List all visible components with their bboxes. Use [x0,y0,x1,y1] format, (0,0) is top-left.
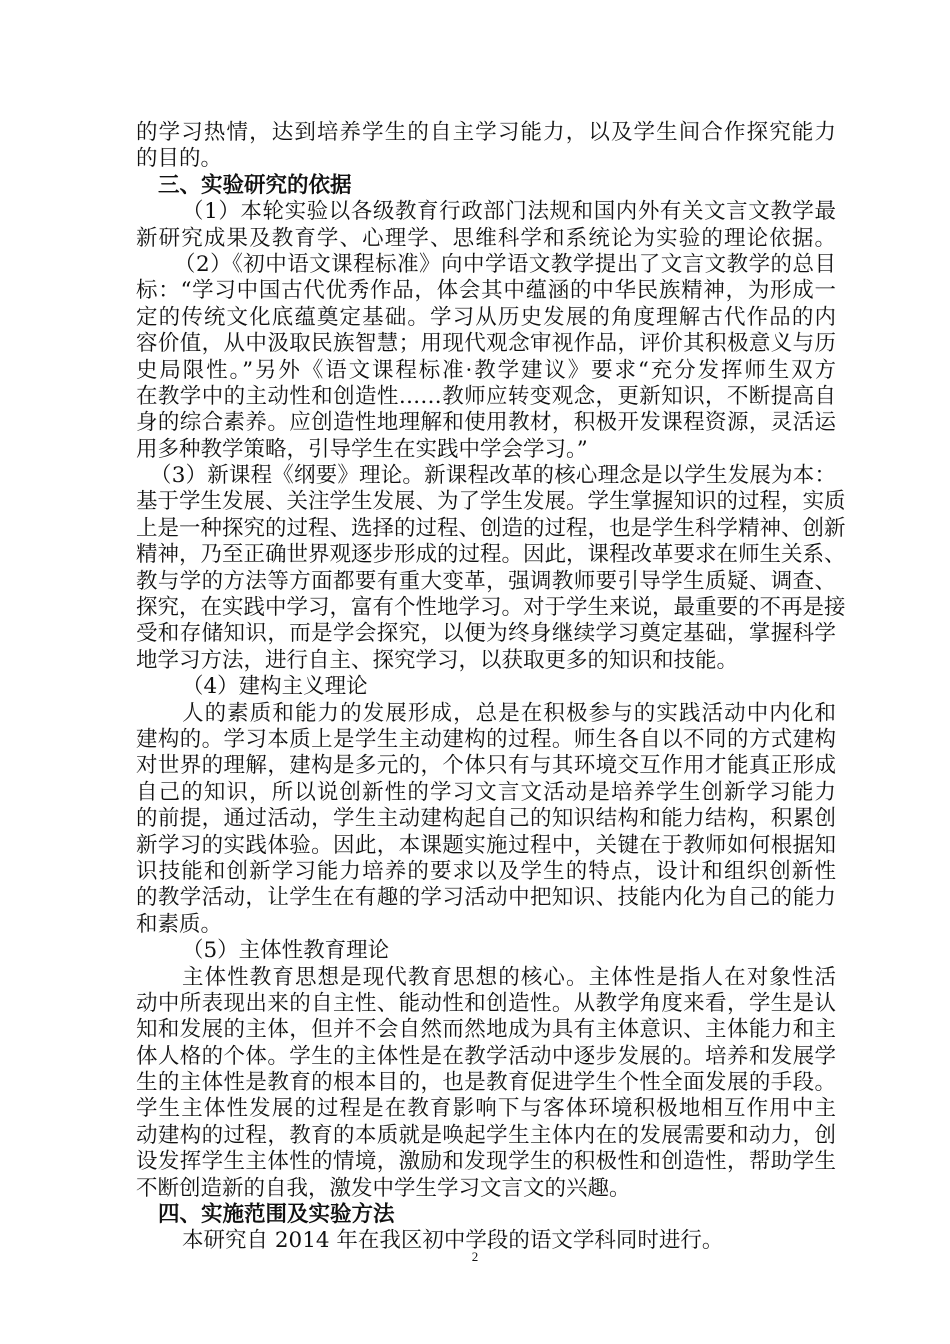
text-line: 动建构的过程，教育的本质就是唤起学生主体内在的发展需要和动力，创 [136,1122,836,1148]
text-line: 容价值，从中汲取民族智慧；用现代观念审视作品，评价其积极意义与历 [136,331,836,357]
subsection-heading: （5）主体性教育理论 [182,938,390,964]
text-line: 的目的。 [136,146,223,172]
text-line: 的教学活动，让学生在有趣的学习活动中把知识、技能内化为自己的能力 [136,885,836,911]
text-line: 身的综合素养。应创造性地理解和使用教材，积极开发课程资源，灵活运 [136,410,836,436]
text-line: （2）《初中语文课程标准》向中学语文教学提出了文言文教学的总目 [174,251,836,277]
text-line: 在教学中的主动性和创造性……教师应转变观念，更新知识，不断提高自 [136,383,836,409]
text-line: 的前提，通过活动，学生主动建构起自己的知识结构和能力结构，积累创 [136,806,836,832]
text-line: 探究，在实践中学习，富有个性地学习。对于学生来说，最重要的不再是接 [136,595,846,621]
text-line: 知和发展的主体，但并不会自然而然地成为具有主体意识、主体能力和主 [136,1017,836,1043]
section-heading-4: 四、实施范围及实验方法 [158,1202,395,1228]
text-line: 基于学生发展、关注学生发展、为了学生发展。学生掌握知识的过程，实质 [136,489,846,515]
text-line: 受和存储知识，而是学会探究，以便为终身继续学习奠定基础，掌握科学 [136,621,836,647]
text-line: （3）新课程《纲要》理论。新课程改革的核心理念是以学生发展为本： [150,463,836,489]
text-line: 上是一种探究的过程、选择的过程、创造的过程，也是学生科学精神、创新 [136,515,846,541]
subsection-heading: （4）建构主义理论 [182,674,368,700]
text-line: （1）本轮实验以各级教育行政部门法规和国内外有关文言文教学最 [182,199,836,225]
text-line: 对世界的理解，建构是多元的，个体只有与其环境交互作用才能真正形成 [136,753,836,779]
text-line: 标：“学习中国古代优秀作品，体会其中蕴涵的中华民族精神，为形成一 [136,278,836,304]
text-line: 识技能和创新学习能力培养的要求以及学生的特点，设计和组织创新性 [136,858,836,884]
text-line: 不断创造新的自我，激发中学生学习文言文的兴趣。 [136,1175,631,1201]
text-line: 用多种教学策略，引导学生在实践中学会学习。” [136,436,588,462]
text-line: 设发挥学生主体性的情境，激励和发现学生的积极性和创造性，帮助学生 [136,1149,836,1175]
text-line: 生的主体性是教育的根本目的，也是教育促进学生个性全面发展的手段。 [136,1070,836,1096]
text-line: 和素质。 [136,911,223,937]
section-heading-3: 三、实验研究的依据 [158,172,352,198]
text-line: 新学习的实践体验。因此，本课题实施过程中，关键在于教师如何根据知 [136,832,836,858]
text-line: 自己的知识，所以说创新性的学习文言文活动是培养学生创新学习能力 [136,779,836,805]
text-line: 动中所表现出来的自主性、能动性和创造性。从教学角度来看，学生是认 [136,990,836,1016]
text-line: 体人格的个体。学生的主体性是在教学活动中逐步发展的。培养和发展学 [136,1043,836,1069]
text-line: 学生主体性发展的过程是在教育影响下与客体环境积极地相互作用中主 [136,1096,836,1122]
text-line: 人的素质和能力的发展形成，总是在积极参与的实践活动中内化和 [182,700,836,726]
text-line: 定的传统文化底蕴奠定基础。学习从历史发展的角度理解古代作品的内 [136,304,836,330]
page-number: 2 [471,1249,479,1264]
document-body [136,120,846,1255]
text-line: 本研究自 2014 年在我区初中学段的语文学科同时进行。 [182,1228,724,1254]
text-line: 的学习热情，达到培养学生的自主学习能力，以及学生间合作探究能力 [136,120,836,145]
text-line: 教与学的方法等方面都要有重大变革，强调教师要引导学生质疑、调查、 [136,568,836,594]
text-line: 地学习方法，进行自主、探究学习，以获取更多的知识和技能。 [136,647,739,673]
text-line: 主体性教育思想是现代教育思想的核心。主体性是指人在对象性活 [182,964,836,990]
text-line: 精神，乃至正确世界观逐步形成的过程。因此，课程改革要求在师生关系、 [136,542,846,568]
text-line: 新研究成果及教育学、心理学、思维科学和系统论为实验的理论依据。 [136,225,836,251]
text-line: 史局限性。”另外《语文课程标准·教学建议》要求“充分发挥师生双方 [136,357,836,383]
text-line: 建构的。学习本质上是学生主动建构的过程。师生各自以不同的方式建构 [136,726,836,752]
